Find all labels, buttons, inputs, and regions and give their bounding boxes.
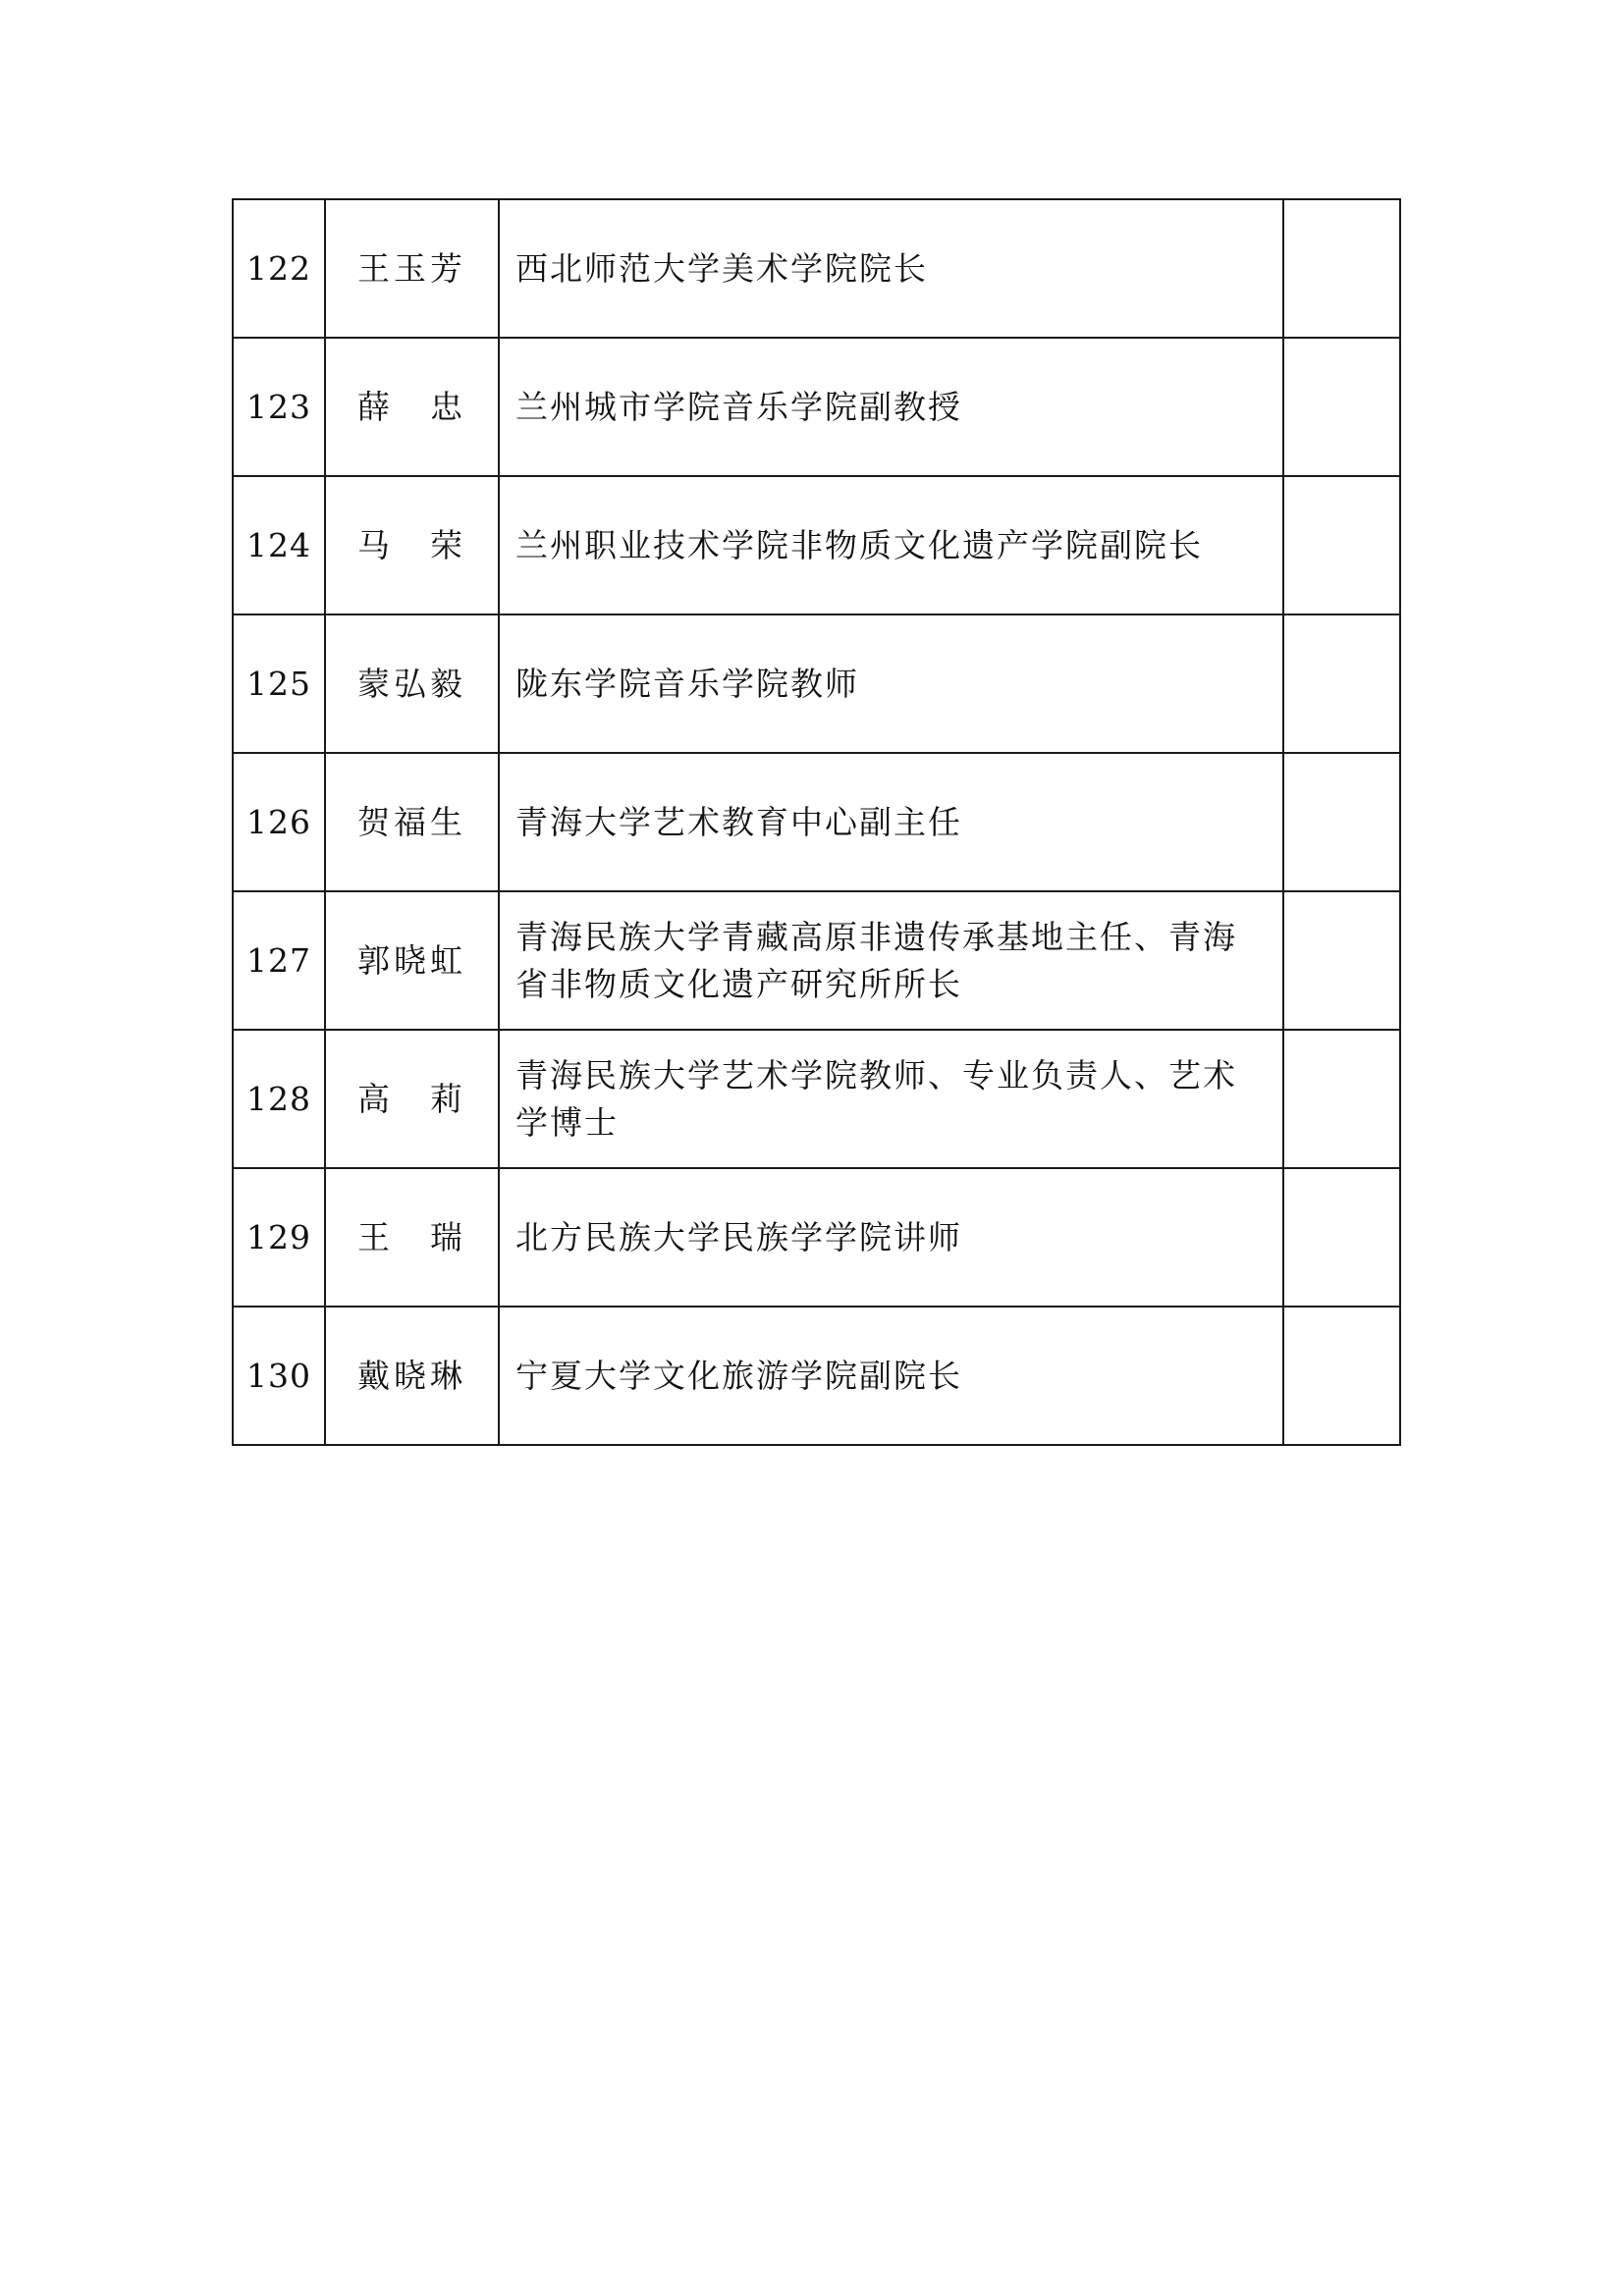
remark-cell <box>1283 753 1400 891</box>
person-title-text: 西北师范大学美术学院院长 <box>515 248 928 288</box>
table-row <box>233 753 1400 891</box>
person-name: 贺福生 <box>325 753 499 891</box>
table-row <box>233 338 1400 476</box>
person-title-text: 陇东学院音乐学院教师 <box>515 664 859 703</box>
remark-cell <box>1283 476 1400 614</box>
person-title-text: 青海民族大学艺术学院教师、专业负责人、艺术学博士 <box>515 1055 1237 1142</box>
person-name: 戴晓琳 <box>325 1307 499 1445</box>
table-row <box>233 614 1400 753</box>
person-title <box>499 1307 1283 1445</box>
person-name: 薛 忠 <box>325 338 499 476</box>
row-number: 123 <box>233 338 325 476</box>
remark-cell <box>1283 338 1400 476</box>
row-number: 130 <box>233 1307 325 1445</box>
row-number: 127 <box>233 891 325 1030</box>
row-number: 124 <box>233 476 325 614</box>
person-title <box>499 476 1283 614</box>
person-name: 王玉芳 <box>325 199 499 338</box>
remark-cell <box>1283 614 1400 753</box>
person-name: 王 瑞 <box>325 1168 499 1307</box>
person-name: 马 荣 <box>325 476 499 614</box>
person-title-text: 宁夏大学文化旅游学院副院长 <box>515 1356 962 1395</box>
remark-cell <box>1283 1307 1400 1445</box>
table-row <box>233 199 1400 338</box>
remark-cell <box>1283 199 1400 338</box>
person-title <box>499 338 1283 476</box>
person-title <box>499 614 1283 753</box>
table-row <box>233 476 1400 614</box>
person-title-text: 兰州职业技术学院非物质文化遗产学院副院长 <box>515 525 1203 564</box>
remark-cell <box>1283 1168 1400 1307</box>
person-title <box>499 753 1283 891</box>
row-number: 129 <box>233 1168 325 1307</box>
person-title-text: 兰州城市学院音乐学院副教授 <box>515 387 962 426</box>
row-number: 122 <box>233 199 325 338</box>
person-name: 蒙弘毅 <box>325 614 499 753</box>
table-row <box>233 1030 1400 1168</box>
person-title-text: 北方民族大学民族学学院讲师 <box>515 1217 962 1256</box>
person-name: 高 莉 <box>325 1030 499 1168</box>
row-number: 125 <box>233 614 325 753</box>
remark-cell <box>1283 891 1400 1030</box>
person-title <box>499 199 1283 338</box>
person-title <box>499 1168 1283 1307</box>
roster-table <box>232 198 1401 1446</box>
person-title-text: 青海大学艺术教育中心副主任 <box>515 802 962 841</box>
person-title <box>499 1030 1283 1168</box>
person-name: 郭晓虹 <box>325 891 499 1030</box>
remark-cell <box>1283 1030 1400 1168</box>
row-number: 128 <box>233 1030 325 1168</box>
table-row <box>233 1307 1400 1445</box>
table-row <box>233 1168 1400 1307</box>
roster-table-body <box>233 199 1400 1445</box>
person-title <box>499 891 1283 1030</box>
table-row <box>233 891 1400 1030</box>
person-title-text: 青海民族大学青藏高原非遗传承基地主任、青海省非物质文化遗产研究所所长 <box>515 917 1237 1003</box>
row-number: 126 <box>233 753 325 891</box>
